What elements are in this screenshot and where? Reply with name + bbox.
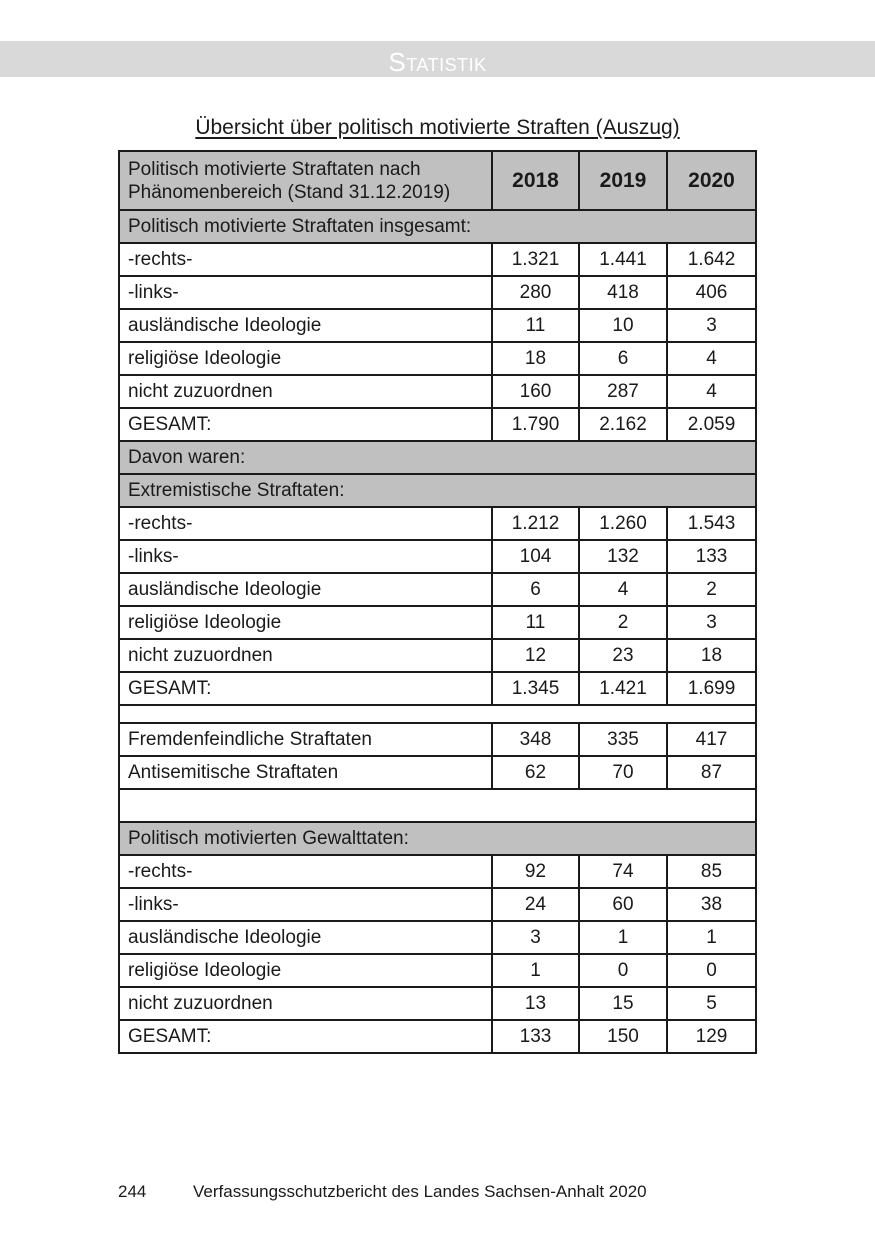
cell-2020: 3	[667, 309, 756, 342]
row-label: religiöse Ideologie	[119, 342, 492, 375]
row-label: -rechts-	[119, 507, 492, 540]
row-label: -rechts-	[119, 855, 492, 888]
statistics-table	[118, 150, 757, 1054]
section-title: Statistik	[388, 47, 487, 77]
row-label: -rechts-	[119, 243, 492, 276]
cell-2018: 280	[492, 276, 579, 309]
spacer-cell	[119, 705, 756, 723]
cell-2018: 3	[492, 921, 579, 954]
cell-2018: 1	[492, 954, 579, 987]
year-2020-header: 2020	[667, 151, 756, 210]
cell-2019: 10	[579, 309, 667, 342]
cell-2020: 129	[667, 1020, 756, 1053]
year-2019-header: 2019	[579, 151, 667, 210]
cell-2018: 1.790	[492, 408, 579, 441]
cell-2019: 1.441	[579, 243, 667, 276]
section-title-violence: Politisch motivierten Gewalttaten:	[119, 822, 756, 855]
cell-2018: 62	[492, 756, 579, 789]
row-label: Antisemitische Straftaten	[119, 756, 492, 789]
davon-label: Davon waren:	[119, 441, 756, 474]
table-row	[119, 921, 756, 954]
row-label: Fremdenfeindliche Straftaten	[119, 723, 492, 756]
cell-2020: 2	[667, 573, 756, 606]
cell-2019: 132	[579, 540, 667, 573]
cell-2020: 4	[667, 375, 756, 408]
table-row	[119, 342, 756, 375]
row-label: nicht zuzuordnen	[119, 987, 492, 1020]
cell-2019: 74	[579, 855, 667, 888]
cell-2020: 3	[667, 606, 756, 639]
spacer-row	[119, 789, 756, 822]
cell-2018: 18	[492, 342, 579, 375]
cell-2019: 15	[579, 987, 667, 1020]
table-caption	[0, 114, 875, 142]
cell-2019: 287	[579, 375, 667, 408]
cell-2020: 1.642	[667, 243, 756, 276]
page-number: 244	[118, 1182, 147, 1201]
cell-2018: 6	[492, 573, 579, 606]
section-header-extremist	[119, 474, 756, 507]
table-row	[119, 855, 756, 888]
table-row	[119, 606, 756, 639]
row-label: -links-	[119, 276, 492, 309]
table-caption-text: Übersicht über politisch motivierte Straften (Auszug)	[195, 116, 680, 139]
section-title-total: Politisch motivierte Straftaten insgesamt:	[119, 210, 756, 243]
cell-2019: 150	[579, 1020, 667, 1053]
row-label: nicht zuzuordnen	[119, 639, 492, 672]
publication-title: Verfassungsschutzbericht des Landes Sachsen-Anhalt 2020	[193, 1182, 647, 1201]
row-label: religiöse Ideologie	[119, 606, 492, 639]
cell-2020: 406	[667, 276, 756, 309]
spacer-cell	[119, 789, 756, 822]
cell-2019: 70	[579, 756, 667, 789]
cell-2020: 0	[667, 954, 756, 987]
section-header-band	[0, 41, 875, 77]
table-row	[119, 375, 756, 408]
row-label: ausländische Ideologie	[119, 309, 492, 342]
total-row	[119, 1020, 756, 1053]
cell-2019: 1.421	[579, 672, 667, 705]
cell-2019: 2.162	[579, 408, 667, 441]
header-label: Politisch motivierte Straftaten nach Phänomenbereich (Stand 31.12.2019)	[119, 151, 492, 210]
section-header-total	[119, 210, 756, 243]
spacer-row	[119, 705, 756, 723]
table-row	[119, 954, 756, 987]
cell-2018: 24	[492, 888, 579, 921]
cell-2018: 11	[492, 606, 579, 639]
table-row	[119, 540, 756, 573]
cell-2020: 1	[667, 921, 756, 954]
cell-2018: 133	[492, 1020, 579, 1053]
cell-2019: 1	[579, 921, 667, 954]
table-row	[119, 573, 756, 606]
cell-2018: 160	[492, 375, 579, 408]
row-label: religiöse Ideologie	[119, 954, 492, 987]
cell-2018: 92	[492, 855, 579, 888]
row-label: nicht zuzuordnen	[119, 375, 492, 408]
cell-2018: 1.321	[492, 243, 579, 276]
total-row	[119, 672, 756, 705]
cell-2020: 85	[667, 855, 756, 888]
table-row	[119, 987, 756, 1020]
cell-2018: 104	[492, 540, 579, 573]
year-2018-header: 2018	[492, 151, 579, 210]
cell-2019: 1.260	[579, 507, 667, 540]
total-row	[119, 408, 756, 441]
cell-2018: 11	[492, 309, 579, 342]
cell-2019: 4	[579, 573, 667, 606]
cell-2019: 60	[579, 888, 667, 921]
cell-2020: 1.543	[667, 507, 756, 540]
table-row	[119, 639, 756, 672]
cell-2018: 348	[492, 723, 579, 756]
cell-2020: 87	[667, 756, 756, 789]
cell-2019: 0	[579, 954, 667, 987]
table-row	[119, 756, 756, 789]
table-row	[119, 243, 756, 276]
section-title-extremist: Extremistische Straftaten:	[119, 474, 756, 507]
cell-2020: 1.699	[667, 672, 756, 705]
row-label: ausländische Ideologie	[119, 921, 492, 954]
cell-2019: 418	[579, 276, 667, 309]
cell-2020: 5	[667, 987, 756, 1020]
row-label: -links-	[119, 888, 492, 921]
table-row	[119, 723, 756, 756]
section-header-violence	[119, 822, 756, 855]
row-label: GESAMT:	[119, 1020, 492, 1053]
cell-2020: 2.059	[667, 408, 756, 441]
cell-2020: 417	[667, 723, 756, 756]
cell-2019: 2	[579, 606, 667, 639]
cell-2020: 38	[667, 888, 756, 921]
section-header-davon	[119, 441, 756, 474]
cell-2020: 18	[667, 639, 756, 672]
table-row	[119, 276, 756, 309]
cell-2019: 6	[579, 342, 667, 375]
cell-2018: 1.212	[492, 507, 579, 540]
cell-2020: 4	[667, 342, 756, 375]
table-header-row	[119, 151, 756, 210]
table-row	[119, 309, 756, 342]
table-row	[119, 507, 756, 540]
cell-2018: 12	[492, 639, 579, 672]
cell-2018: 1.345	[492, 672, 579, 705]
cell-2018: 13	[492, 987, 579, 1020]
table-row	[119, 888, 756, 921]
cell-2019: 23	[579, 639, 667, 672]
row-label: GESAMT:	[119, 408, 492, 441]
page-footer	[118, 1181, 647, 1203]
row-label: -links-	[119, 540, 492, 573]
row-label: ausländische Ideologie	[119, 573, 492, 606]
cell-2020: 133	[667, 540, 756, 573]
row-label: GESAMT:	[119, 672, 492, 705]
cell-2019: 335	[579, 723, 667, 756]
